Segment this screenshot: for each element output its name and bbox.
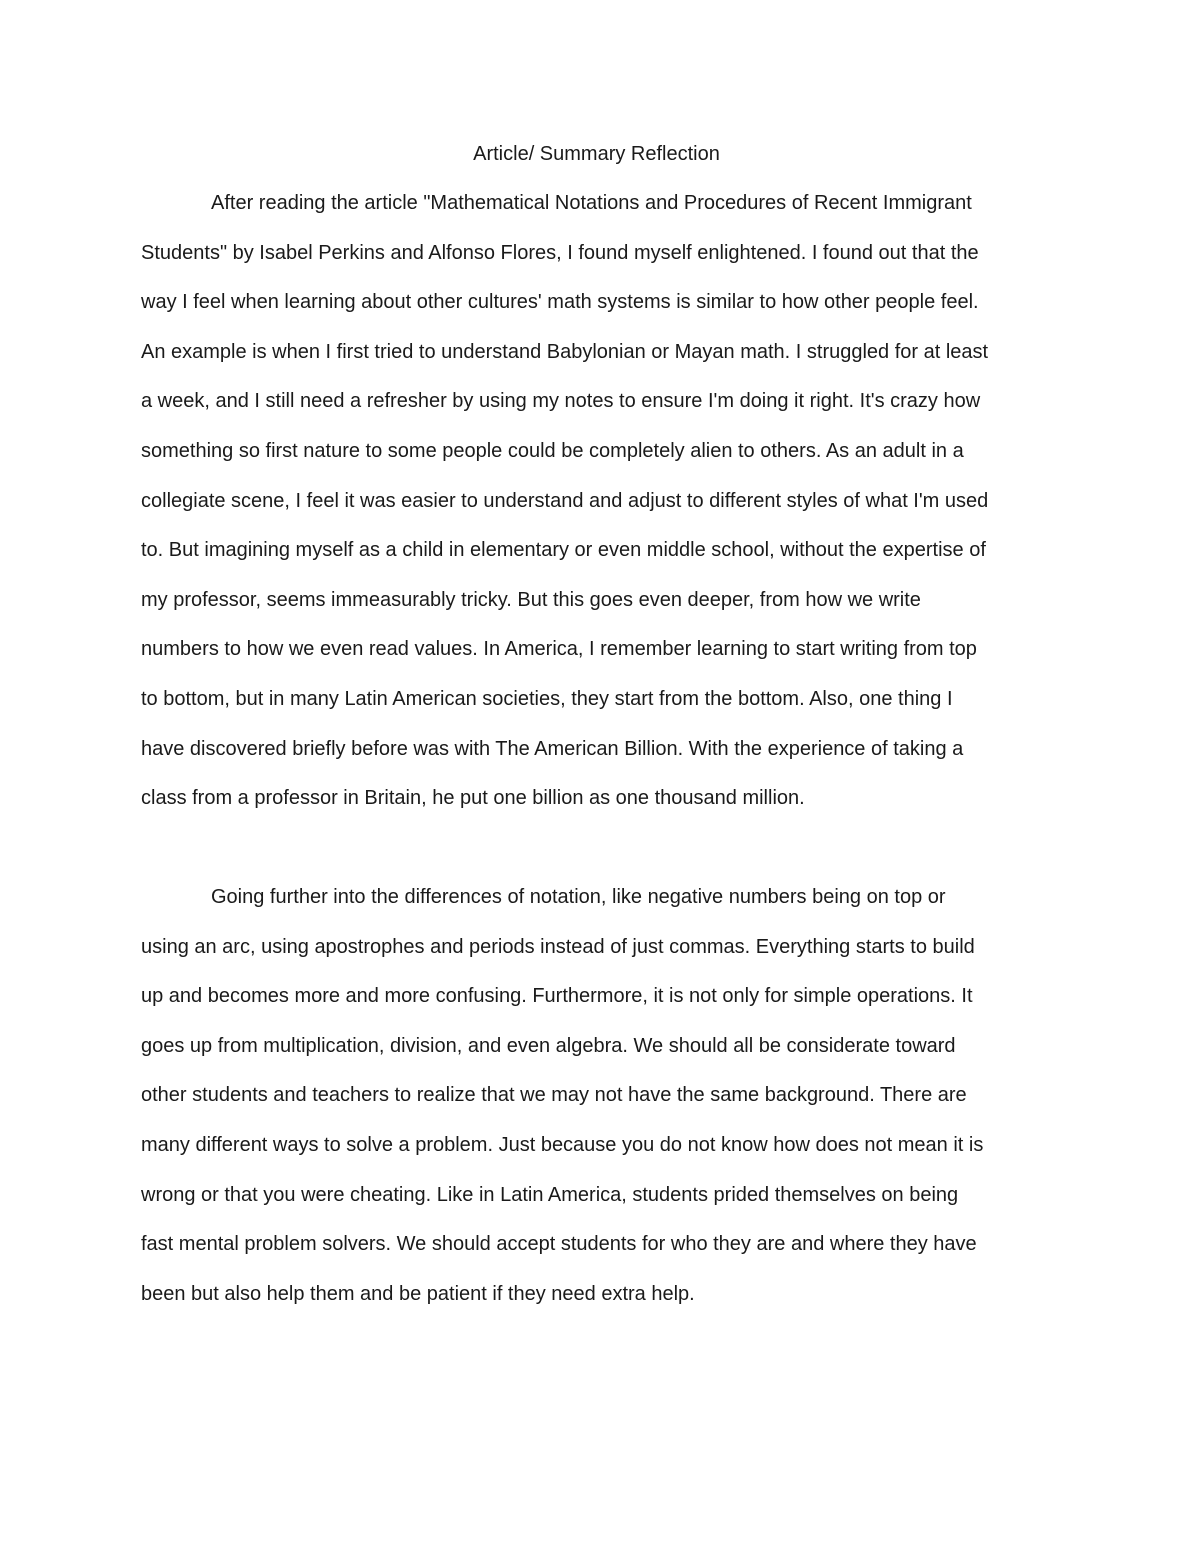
text-line: An example is when I first tried to understand Babylonian or Mayan math. I struggled for at least	[141, 340, 989, 363]
text-line: wrong or that you were cheating. Like in Latin America, students prided themselves on being	[141, 1183, 959, 1206]
text-line: to. But imagining myself as a child in elementary or even middle school, without the expertise of	[141, 539, 986, 562]
text-line: Students" by Isabel Perkins and Alfonso Flores, I found myself enlightened. I found out that the	[141, 241, 979, 264]
text-line: After reading the article "Mathematical Notations and Procedures of Recent Immigrant	[211, 192, 972, 214]
text-line: many different ways to solve a problem. Just because you do not know how does not mean it is	[141, 1133, 984, 1156]
text-line: up and becomes more and more confusing. Furthermore, it is not only for simple operations. It	[141, 985, 973, 1008]
paragraph-1	[141, 179, 1061, 824]
text-line: to bottom, but in many Latin American societies, they start from the bottom. Also, one thing I	[141, 687, 953, 710]
text-line: a week, and I still need a refresher by using my notes to ensure I'm doing it right. It's crazy how	[141, 390, 981, 413]
text-line: other students and teachers to realize that we may not have the same background. There are	[141, 1084, 967, 1107]
text-line: class from a professor in Britain, he put one billion as one thousand million.	[141, 787, 805, 810]
text-line: using an arc, using apostrophes and periods instead of just commas. Everything starts to build	[141, 935, 975, 958]
text-line: Going further into the differences of notation, like negative numbers being on top or	[211, 886, 946, 908]
document-title: Article/ Summary Reflection	[473, 143, 720, 165]
text-line: goes up from multiplication, division, and even algebra. We should all be considerate toward	[141, 1034, 956, 1057]
text-line: been but also help them and be patient if they need extra help.	[141, 1282, 695, 1305]
text-line: way I feel when learning about other cultures' math systems is similar to how other people feel.	[141, 291, 979, 314]
text-line: fast mental problem solvers. We should accept students for who they are and where they have	[141, 1233, 977, 1256]
text-line: numbers to how we even read values. In America, I remember learning to start writing from top	[141, 638, 977, 661]
text-line: collegiate scene, I feel it was easier to understand and adjust to different styles of what I'm used	[141, 489, 989, 512]
paragraph-2	[141, 873, 1061, 1319]
text-line: have discovered briefly before was with The American Billion. With the experience of taking a	[141, 737, 964, 760]
text-line: my professor, seems immeasurably tricky. But this goes even deeper, from how we write	[141, 588, 921, 611]
text-line: something so first nature to some people could be completely alien to others. As an adult in a	[141, 439, 964, 462]
